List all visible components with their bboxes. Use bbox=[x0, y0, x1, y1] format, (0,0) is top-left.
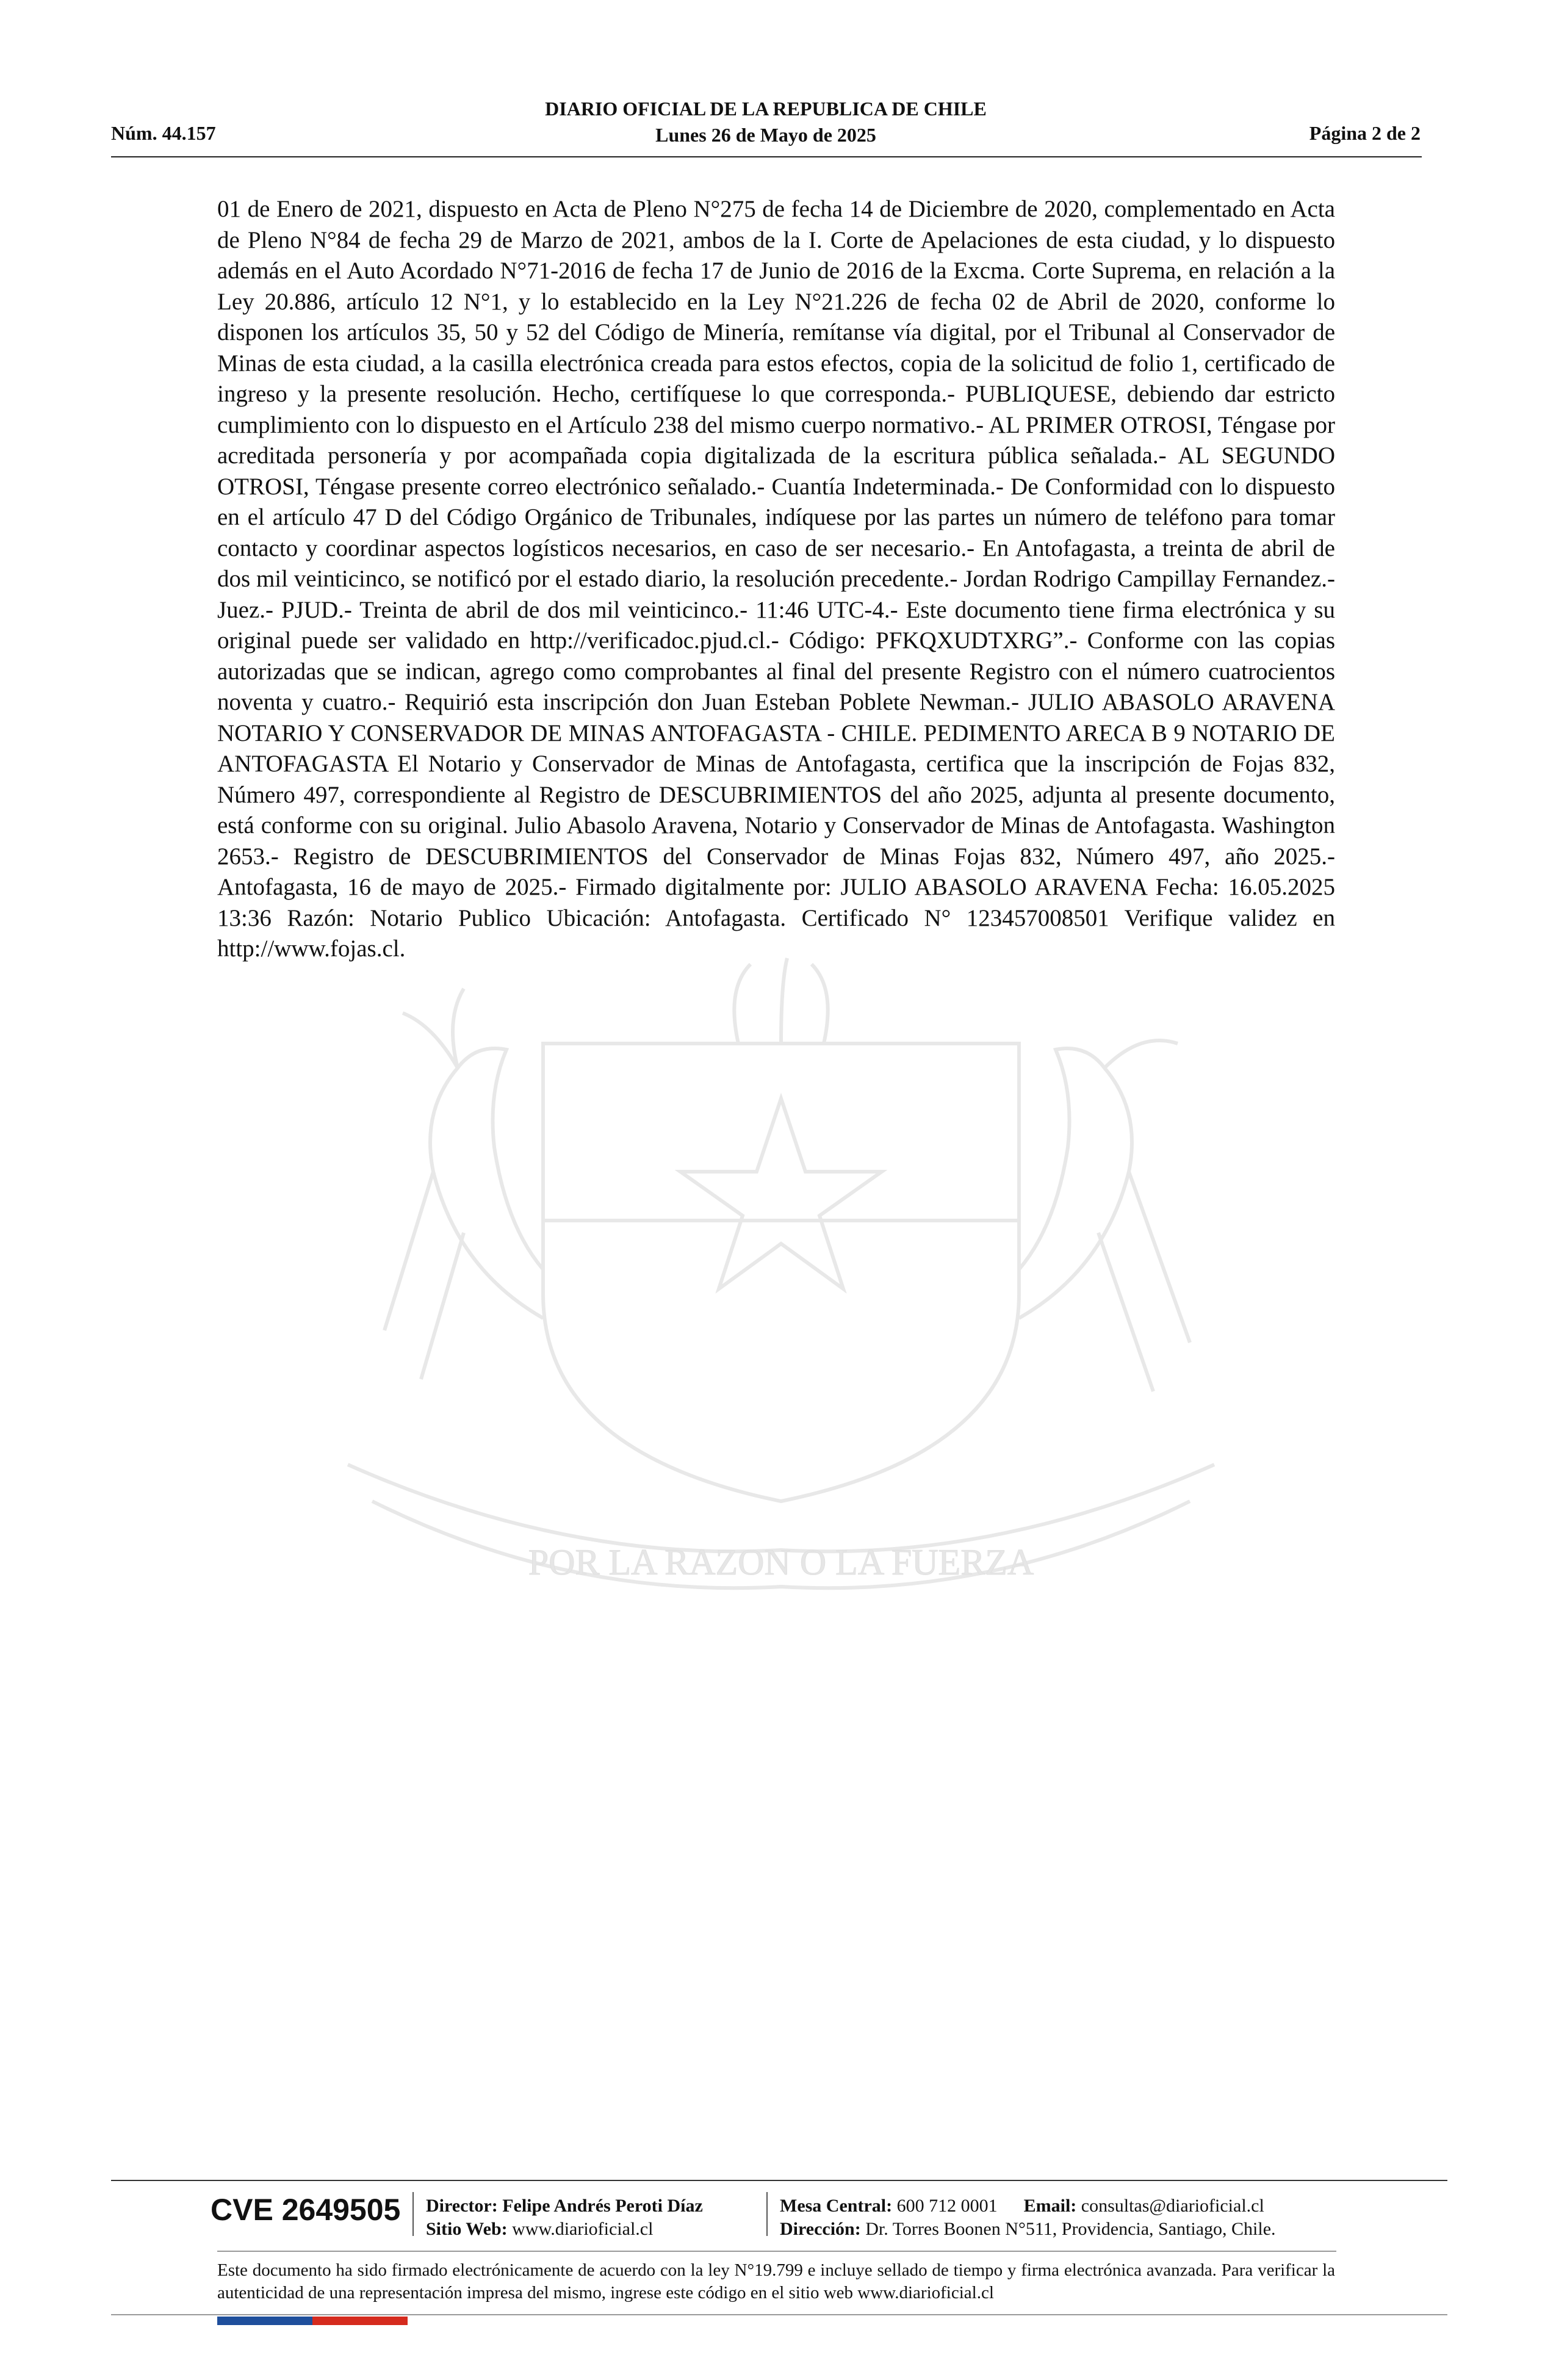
newspaper-title: DIARIO OFICIAL DE LA REPUBLICA DE CHILE bbox=[545, 98, 987, 120]
footer-divider-mid bbox=[217, 2251, 1336, 2252]
address-label: Dirección: bbox=[780, 2219, 861, 2239]
publication-date: Lunes 26 de Mayo de 2025 bbox=[655, 124, 876, 146]
footer-divider-top bbox=[111, 2180, 1447, 2181]
email-label: Email: bbox=[1023, 2196, 1077, 2216]
masthead bbox=[0, 96, 1532, 148]
header-divider bbox=[111, 156, 1422, 157]
flag-segment bbox=[217, 2317, 312, 2325]
issue-number: Núm. 44.157 bbox=[111, 122, 216, 144]
mesa-phone: 600 712 0001 bbox=[896, 2196, 998, 2216]
website-link[interactable]: www.diarioficial.cl bbox=[512, 2219, 654, 2239]
cve-code: CVE 2649505 bbox=[211, 2193, 401, 2227]
footer-separator bbox=[766, 2192, 768, 2236]
footer-director-block bbox=[426, 2194, 703, 2241]
signature-disclaimer: Este documento ha sido firmado electrónicamente de acuerdo con la ley N°19.799 e incluye sellado de tiempo y firma electrónica avanzada. Para verificar la autenticidad de una representación impresa del mismo, ingrese este código en el sitio web www.diarioficial.cl bbox=[217, 2260, 1335, 2302]
footer-divider-bottom bbox=[111, 2314, 1447, 2315]
flag-stripe bbox=[217, 2317, 408, 2325]
director-name: Felipe Andrés Peroti Díaz bbox=[502, 2196, 703, 2216]
website-label: Sitio Web: bbox=[426, 2219, 508, 2239]
flag-segment bbox=[312, 2317, 360, 2325]
address-value: Dr. Torres Boonen N°511, Providencia, Santiago, Chile. bbox=[865, 2219, 1276, 2239]
page-indicator: Página 2 de 2 bbox=[1309, 122, 1421, 144]
footer-separator bbox=[412, 2192, 414, 2236]
document-body: 01 de Enero de 2021, dispuesto en Acta de Pleno N°275 de fecha 14 de Diciembre de 2020, complementado en Acta de Pleno N°84 de fecha 29 de Marzo de 2021, ambos de la I. Corte de Apelaciones de esta ciudad, y lo dispuesto además en el Auto Acordado N°71-2016 de fecha 17 de Junio de 2016 de la Excma. Corte Suprema, en relación a la Ley 20.886, artículo 12 N°1, y lo establecido en la Ley N°21.226 de fecha 02 de Abril de 2020, conforme lo disponen los artículos 35, 50 y 52 del Código de Minería, remítanse vía digital, por el Tribunal al Conservador de Minas de esta ciudad, a la casilla electrónica creada para estos efectos, copia de la solicitud de folio 1, certificado de ingreso y la presente resolución. Hecho, certifíquese lo que corresponda.- PUBLIQUESE, debiendo dar estricto cumplimiento con lo dispuesto en el Artículo 238 del mismo cuerpo normativo.- AL PRIMER OTROSI, Téngase por acreditada personería y por acompañada copia digitalizada de la escritura pública señalada.- AL SEGUNDO OTROSI, Téngase presente correo electrónico señalado.- Cuantía Indeterminada.- De Conformidad con lo dispuesto en el artículo 47 D del Código Orgánico de Tribunales, indíquese por las partes un número de teléfono para tomar contacto y coordinar aspectos logísticos necesarios, en caso de ser necesario.- En Antofagasta, a treinta de abril de dos mil veinticinco, se notificó por el estado diario, la resolución precedente.- Jordan Rodrigo Campillay Fernandez.- Juez.- PJUD.- Treinta de abril de dos mil veinticinco.- 11:46 UTC-4.- Este documento tiene firma electrónica y su original puede ser validado en http://verificadoc.pjud.cl.- Código: PFKQXUDTXRG”.- Conforme con las copias autorizadas que se indican, agrego como comprobantes al final del presente Registro con el número cuatrocientos noventa y cuatro.- Requirió esta inscripción don Juan Esteban Poblete Newman.- JULIO ABASOLO ARAVENA NOTARIO Y CONSERVADOR DE MINAS ANTOFAGASTA - CHILE. PEDIMENTO ARECA B 9 NOTARIO DE ANTOFAGASTA El Notario y Conservador de Minas de Antofagasta, certifica que la inscripción de Fojas 832, Número 497, correspondiente al Registro de DESCUBRIMIENTOS del año 2025, adjunta al presente documento, está conforme con su original. Julio Abasolo Aravena, Notario y Conservador de Minas de Antofagasta. Washington 2653.- Registro de DESCUBRIMIENTOS del Conservador de Minas Fojas 832, Número 497, año 2025.- Antofagasta, 16 de mayo de 2025.- Firmado digitalmente por: JULIO ABASOLO ARAVENA Fecha: 16.05.2025 13:36 Razón: Notario Publico Ubicación: Antofagasta. Certificado N° 123457008501 Verifique validez en http://www.fojas.cl. bbox=[217, 196, 1335, 962]
director-label: Director: bbox=[426, 2196, 498, 2216]
mesa-label: Mesa Central: bbox=[780, 2196, 893, 2216]
coat-of-arms-watermark-icon bbox=[201, 952, 1361, 1666]
email-link[interactable]: consultas@diarioficial.cl bbox=[1081, 2196, 1264, 2216]
footer-contact-block bbox=[780, 2194, 1276, 2241]
watermark-motto: POR LA RAZON O LA FUERZA bbox=[528, 1542, 1034, 1582]
flag-segment bbox=[360, 2317, 408, 2325]
